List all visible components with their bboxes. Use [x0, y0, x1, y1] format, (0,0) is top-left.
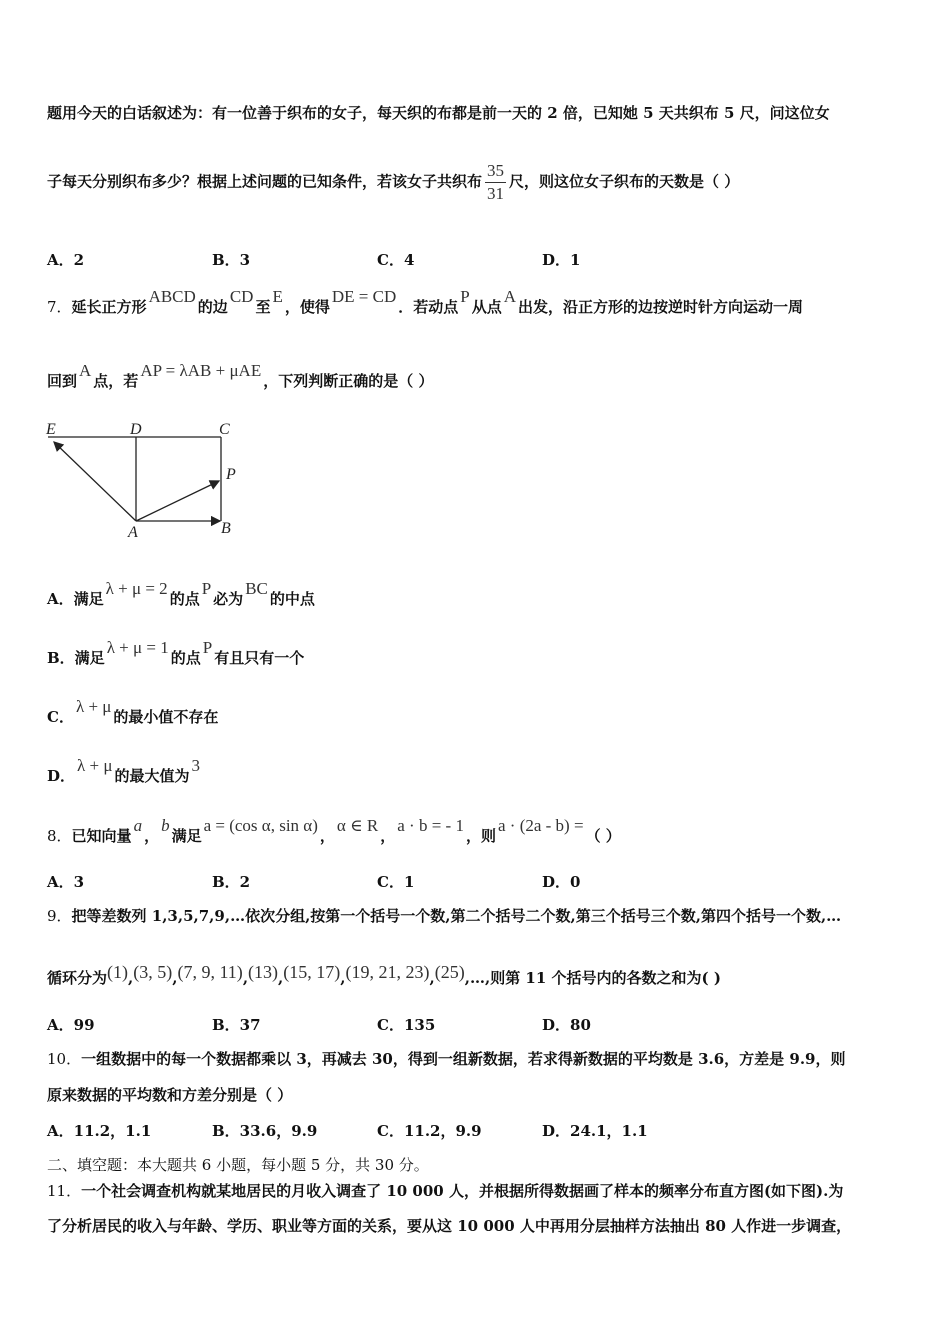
math-cd: CD — [229, 287, 254, 306]
q7-option-c — [47, 697, 219, 727]
label-p: P — [226, 466, 236, 483]
q11-line1 — [47, 1180, 843, 1201]
q10-option-a: A．11.2，1.1 — [47, 1122, 152, 1140]
q9-option-a: A．99 — [47, 1016, 95, 1034]
q6-line1: 题用今天的白话叙述为：有一位善于织布的女子，每天织的布都是前一天的 2 倍，已知她 5 天共织布 5 尺，问这位女 — [47, 104, 830, 122]
label-b: B — [221, 520, 231, 537]
math-ap-formula: AP = λAB + μAE — [140, 361, 262, 380]
q8-text: ，则 — [465, 827, 496, 845]
group-7: (25) — [434, 962, 465, 982]
q11-line2: 了分析居民的收入与年龄、学历、职业等方面的关系，要从这 10 000 人中再用分层抽样方法抽出 80 人作进一步调查， — [47, 1217, 852, 1235]
q8-text: 已知向量 — [71, 827, 132, 845]
q8-line — [47, 816, 621, 846]
math-expr: λ + μ — [77, 756, 113, 775]
math-three: 3 — [191, 756, 200, 775]
square-figure — [40, 415, 250, 545]
math-abcd: ABCD — [148, 287, 196, 306]
group-4: (13) — [248, 962, 279, 982]
math-p: P — [460, 287, 470, 306]
option-text: 的中点 — [269, 590, 315, 608]
option-label: B．满足 — [47, 649, 105, 667]
fraction-numerator: 35 — [485, 160, 506, 183]
q10-option-d: D．24.1，1.1 — [542, 1122, 648, 1140]
q10-text: 一组数据中的每一个数据都乘以 3，再减去 30，得到一组新数据，若求得新数据的平均数是 3.6，方差是 9.9，则 — [81, 1050, 846, 1068]
q9-option-b: B．37 — [212, 1016, 261, 1034]
math-bc: BC — [245, 579, 268, 598]
option-text: 的最小值不存在 — [113, 708, 219, 726]
math-de-cd: DE = CD — [331, 287, 397, 306]
q7-text: 点，若 — [93, 372, 139, 390]
vector-ap — [136, 481, 219, 521]
label-d: D — [130, 421, 142, 438]
fraction-denominator: 31 — [487, 184, 505, 203]
label-e: E — [46, 421, 56, 438]
option-label: D． — [47, 767, 76, 785]
q7-text: 从点 — [471, 298, 502, 316]
math-e: E — [272, 287, 283, 306]
q7-text: 至 — [255, 298, 271, 316]
q6-option-b: B．3 — [212, 251, 251, 269]
option-text: 的最大值为 — [114, 767, 190, 785]
q7-text: ，使得 — [284, 298, 330, 316]
q7-text: 出发，沿正方形的边按逆时针方向运动一周 — [518, 298, 804, 316]
q8-option-a: A．3 — [47, 873, 85, 891]
q7-text: 延长正方形 — [71, 298, 147, 316]
math-a: A — [503, 287, 517, 306]
q7-line2 — [47, 361, 434, 391]
q6-option-a: A．2 — [47, 251, 85, 269]
math-vector-a: a = (cos α, sin α) — [203, 816, 318, 835]
q9-line2: 循环分为(1),(3, 5),(7, 9, 11),(13),(15, 17),(19, 21, 23),(25),…,则第 11 个括号内的各数之和为( ) — [47, 962, 721, 987]
q8-option-c: C．1 — [377, 873, 415, 891]
q9-number: 9． — [47, 907, 72, 925]
math-expression: a · (2a - b) = — [497, 816, 584, 835]
group-2: (3, 5) — [133, 962, 173, 982]
q6-option-c: C．4 — [377, 251, 415, 269]
q7-number: 7． — [47, 298, 72, 316]
q6-text-a: 子每天分别织布多少？根据上述问题的已知条件，若该女子共织布 — [47, 172, 483, 191]
q11-number: 11． — [47, 1182, 82, 1200]
q7-text: 回到 — [47, 372, 78, 390]
option-text: 的点 — [170, 649, 201, 667]
q10-option-b: B．33.6，9.9 — [212, 1122, 318, 1140]
option-text: 有且只有一个 — [214, 649, 305, 667]
q7-option-a — [47, 579, 315, 609]
math-p: P — [202, 638, 213, 657]
q6-option-d: D．1 — [542, 251, 581, 269]
q7-line1 — [47, 287, 804, 317]
q8-number: 8． — [47, 827, 72, 845]
label-c: C — [219, 421, 230, 438]
q6-text-b: 尺，则这位女子织布的天数是（ ） — [509, 172, 740, 191]
q7-option-d — [47, 756, 202, 786]
q9-line1 — [47, 905, 841, 926]
q8-text: ， — [319, 827, 335, 845]
q8-option-b: B．2 — [212, 873, 251, 891]
q9-text: 把等差数列 1,3,5,7,9,…依次分组,按第一个括号一个数,第二个括号二个数,第三个括号三个数,第四个括号一个数,… — [71, 907, 842, 925]
option-text: 必为 — [213, 590, 244, 608]
option-label: A．满足 — [47, 590, 104, 608]
q7-option-b — [47, 638, 305, 668]
option-text: 的点 — [169, 590, 200, 608]
q7-text: ，下列判断正确的是（ ） — [263, 372, 434, 390]
math-dot-product: a · b = - 1 — [397, 816, 464, 835]
math-b: b — [161, 816, 170, 835]
q6-line2 — [47, 160, 739, 205]
q7-text: ．若动点 — [398, 298, 459, 316]
label-a: A — [128, 524, 138, 541]
q8-option-d: D．0 — [542, 873, 581, 891]
q9-text: 循环分为 — [47, 969, 108, 987]
q10-line2: 原来数据的平均数和方差分别是（ ） — [47, 1086, 293, 1104]
math-alpha-r: α ∈ R — [336, 816, 379, 835]
q9-option-c: C．135 — [377, 1016, 436, 1034]
math-a: a — [133, 816, 143, 835]
q10-line1 — [47, 1048, 846, 1069]
q8-text: ， — [144, 827, 160, 845]
group-3: (7, 9, 11) — [177, 962, 243, 982]
math-expr: λ + μ = 2 — [105, 579, 168, 598]
group-1: (1) — [107, 962, 129, 982]
math-expr: λ + μ — [75, 697, 112, 716]
q11-text: 一个社会调查机构就某地居民的月收入调查了 10 000 人，并根据所得数据画了样本的频率分布直方图(如下图).为 — [81, 1182, 844, 1200]
q10-option-c: C．11.2，9.9 — [377, 1122, 482, 1140]
math-expr: λ + μ = 1 — [106, 638, 169, 657]
q9-option-d: D．80 — [542, 1016, 591, 1034]
q8-text: ， — [380, 827, 396, 845]
q10-number: 10． — [47, 1050, 82, 1068]
q8-text: 满足 — [171, 827, 202, 845]
section-heading: 二、填空题：本大题共 6 小题，每小题 5 分，共 30 分。 — [47, 1156, 429, 1174]
option-label: C． — [47, 708, 74, 726]
group-6: (19, 21, 23) — [345, 962, 430, 982]
math-a: A — [79, 361, 92, 380]
math-p: P — [201, 579, 212, 598]
vector-ae — [54, 442, 136, 521]
group-5: (15, 17) — [283, 962, 341, 982]
fraction-35-31 — [485, 160, 506, 205]
q8-text: （ ） — [585, 827, 621, 845]
q9-text: ,…,则第 11 个括号内的各数之和为( ) — [464, 969, 721, 987]
q7-text: 的边 — [197, 298, 228, 316]
